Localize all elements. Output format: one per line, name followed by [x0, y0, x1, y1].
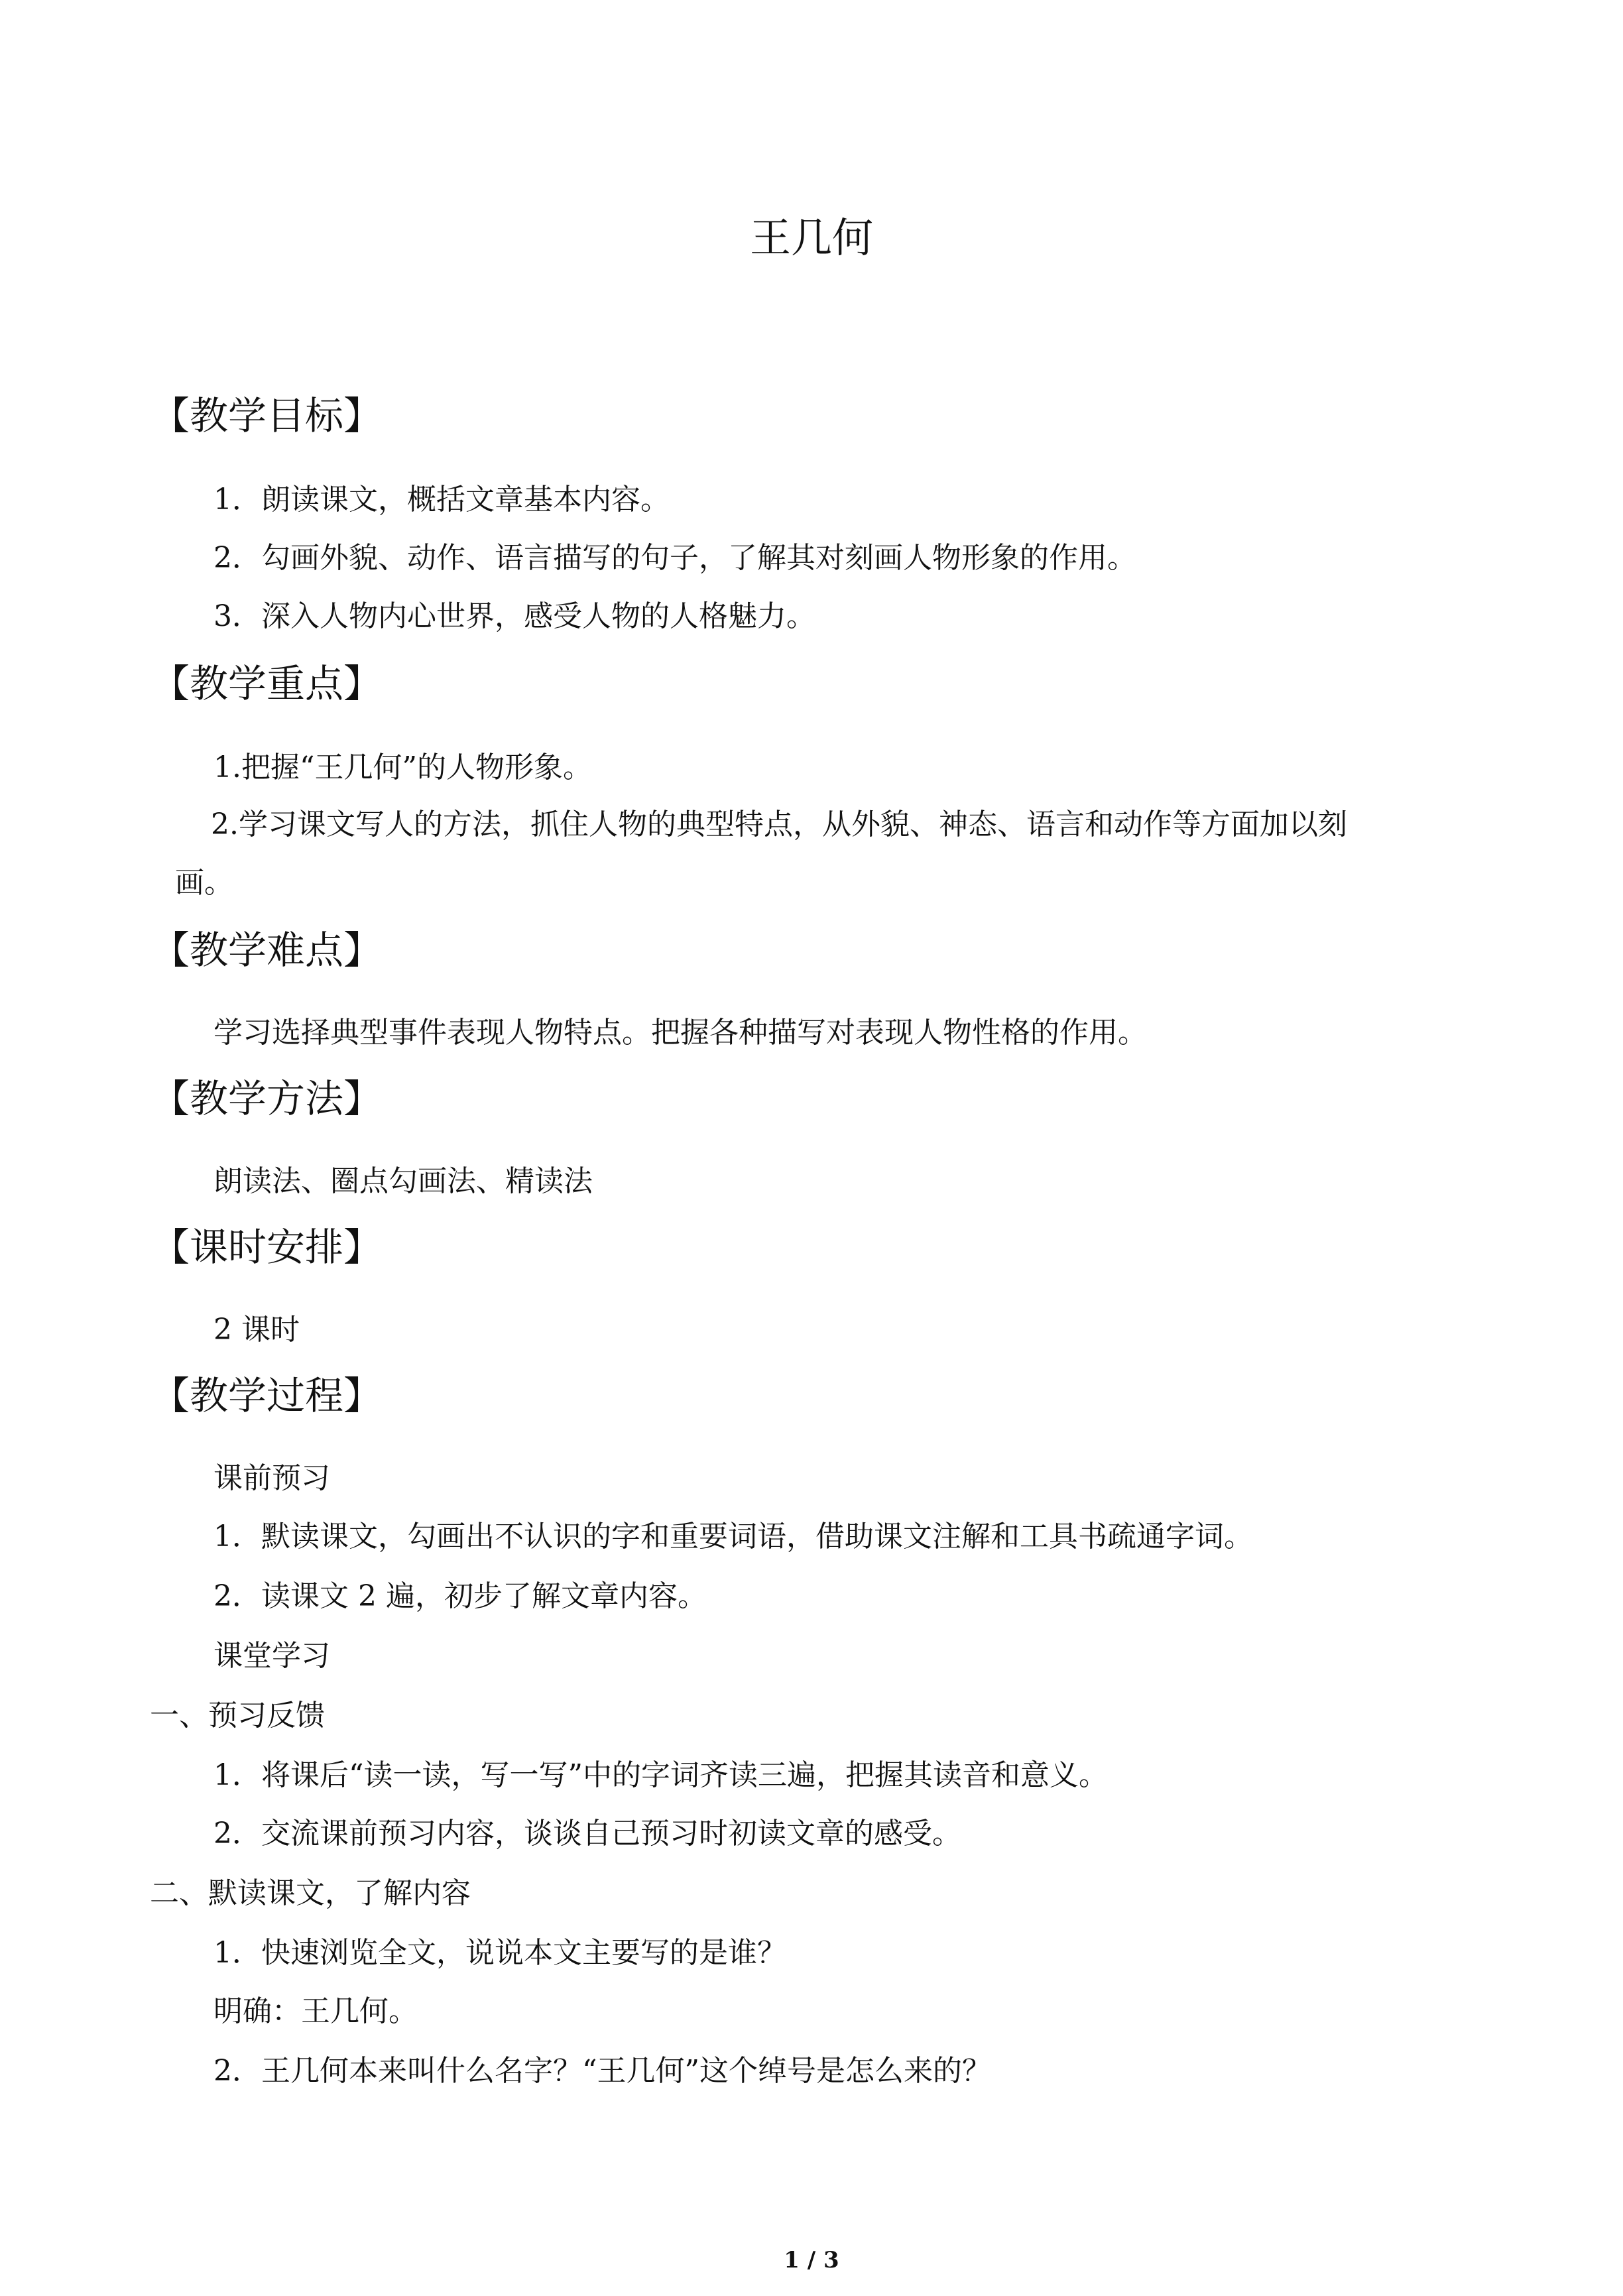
- heading-key-points: 【教学重点】: [151, 661, 383, 706]
- page-number: 1 / 3: [784, 2247, 839, 2273]
- key-point-item: 1.把握“王几何”的人物形象。: [213, 751, 592, 784]
- part2-item: 1．快速浏览全文，说说本文主要写的是谁？: [213, 1936, 786, 1970]
- heading-difficulties: 【教学难点】: [151, 928, 383, 973]
- part2-item: 2．王几何本来叫什么名字？“王几何”这个绰号是怎么来的？: [213, 2054, 991, 2088]
- key-point-item-continuation: 画。: [175, 866, 233, 900]
- objective-item: 3．深入人物内心世界，感受人物的人格魅力。: [213, 599, 815, 633]
- heading-schedule: 【课时安排】: [151, 1225, 383, 1270]
- key-point-item: 2.学习课文写人的方法，抓住人物的典型特点，从外貌、神态、语言和动作等方面加以刻: [211, 808, 1347, 841]
- objective-item: 2．勾画外貌、动作、语言描写的句子，了解其对刻画人物形象的作用。: [213, 541, 1136, 575]
- preview-item: 2．读课文 2 遍，初步了解文章内容。: [213, 1579, 707, 1613]
- heading-process: 【教学过程】: [151, 1373, 383, 1418]
- preview-item: 1．默读课文，勾画出不认识的字和重要词语，借助课文注解和工具书疏通字词。: [213, 1520, 1253, 1553]
- part1-item: 1．将课后“读一读，写一写”中的字词齐读三遍，把握其读音和意义。: [213, 1758, 1108, 1792]
- heading-methods: 【教学方法】: [151, 1076, 383, 1121]
- difficulties-text: 学习选择典型事件表现人物特点。把握各种描写对表现人物性格的作用。: [213, 1016, 1147, 1050]
- part2-item: 明确：王几何。: [213, 1994, 418, 2028]
- class-label: 课堂学习: [213, 1639, 330, 1673]
- preview-label: 课前预习: [213, 1461, 330, 1495]
- page-title: 王几何: [749, 213, 873, 262]
- objective-item: 1．朗读课文，概括文章基本内容。: [213, 483, 670, 516]
- part1-item: 2．交流课前预习内容，谈谈自己预习时初读文章的感受。: [213, 1817, 961, 1850]
- part1-title: 一、预习反馈: [150, 1699, 325, 1732]
- part2-title: 二、默读课文，了解内容: [150, 1876, 471, 1910]
- heading-objectives: 【教学目标】: [151, 393, 383, 438]
- methods-text: 朗读法、圈点勾画法、精读法: [213, 1164, 593, 1198]
- schedule-text: 2 课时: [213, 1313, 300, 1347]
